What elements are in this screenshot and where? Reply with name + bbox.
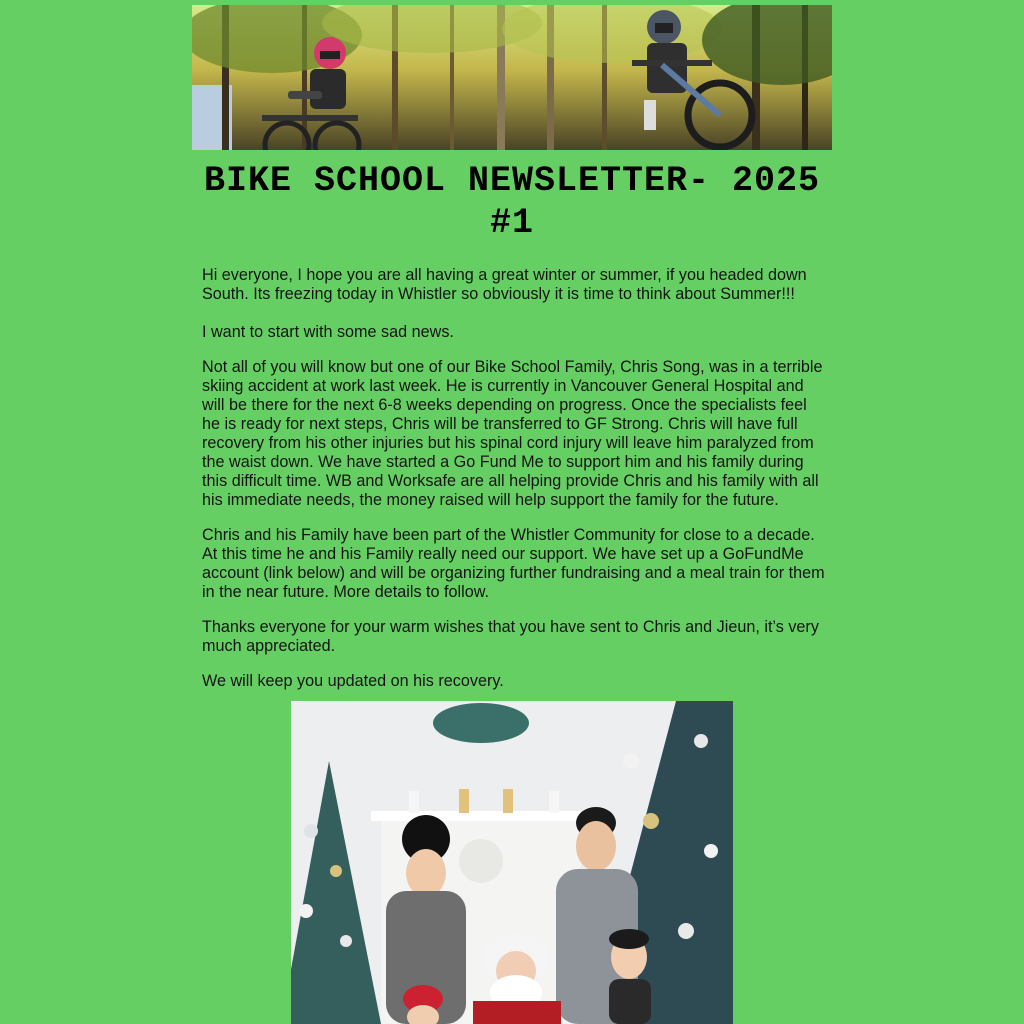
thanks-paragraph: Thanks everyone for your warm wishes that you have sent to Chris and Jieun, it’s very much appreciated. — [202, 618, 819, 655]
newsletter-body — [202, 266, 826, 707]
banner-image — [192, 5, 832, 150]
newsletter-title: BIKE SCHOOL NEWSLETTER- 2025 #1 — [203, 161, 821, 243]
greeting-paragraph: Hi everyone, I hope you are all having a great winter or summer, if you headed down South. Its freezing today in Whistler so obviously it is time to think about Summer!!! — [202, 266, 807, 303]
family-with-santa-illustration — [291, 701, 733, 1024]
family-photo — [291, 701, 733, 1024]
accident-paragraph: Not all of you will know but one of our Bike School Family, Chris Song, was in a terrible skiing accident at work last week. He is currently in Vancouver General Hospital and will be there for the next 6-8 weeks depending on progress. Once the specialists feel he is ready for next steps, Chris will be transferred to GF Strong. Chris will have full recovery from his other injuries but his spinal cord injury will leave him paralyzed from the waist down. We have started a Go Fund Me to support him and his family during this difficult time. WB and Worksafe are all helping provide Chris and his family with all his immediate needs, the money raised will help support the family for the future. — [202, 358, 823, 509]
community-paragraph: Chris and his Family have been part of the Whistler Community for close to a decade. At this time he and his Family really need our support. We have set up a GoFundMe account (link below) and will be organizing further fundraising and a meal train for them in the near future. More details to follow. — [202, 526, 825, 601]
forest-bikers-illustration — [192, 5, 832, 150]
sad-news-paragraph: I want to start with some sad news. — [202, 323, 454, 341]
updates-paragraph: We will keep you updated on his recovery. — [202, 672, 504, 690]
